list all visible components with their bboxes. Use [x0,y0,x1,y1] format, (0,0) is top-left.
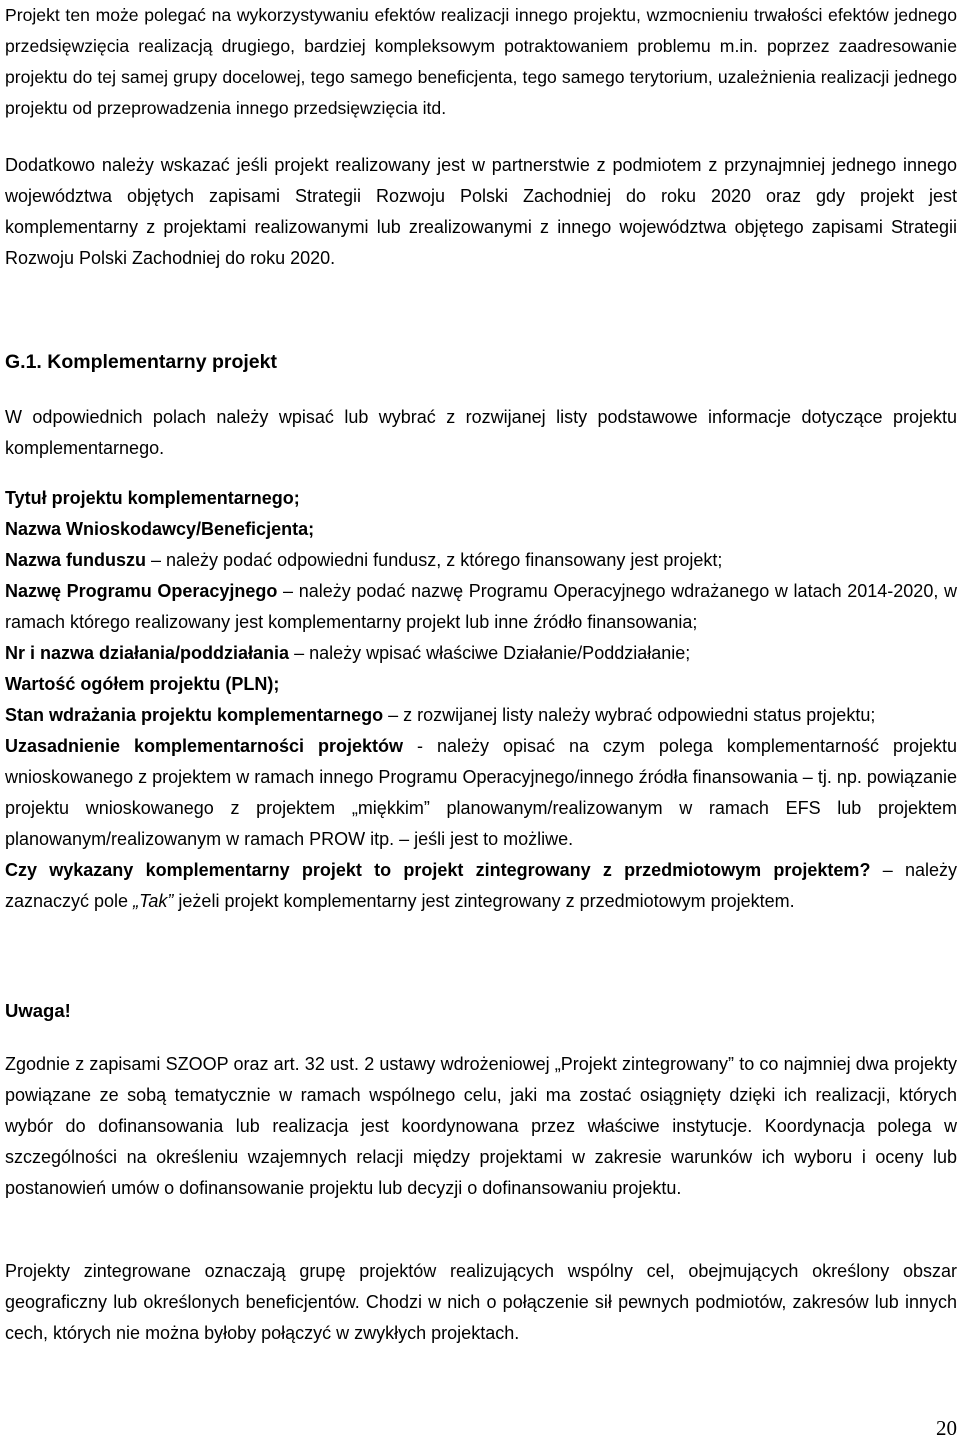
section-heading: G.1. Komplementarny projekt [5,351,277,373]
field-item: Wartość ogółem projektu (PLN); [5,674,280,694]
note-paragraph-1: Zgodnie z zapisami SZOOP oraz art. 32 ust. 2 ustawy wdrożeniowej „Projekt zintegrowany” to co najmniej dwa projekty powiązane ze sobą tematycznie w ramach wspólnego celu, jaki ma zostać osiągnięty dzięki ich realizacji, których wybór do dofinansowania lub realizacja jest koordynowana przez właściwe instytucje. Koordynacja polega w szczególności na określeniu wzajemnych relacji między projektami w zakresie warunków ich wyboru i oceny lub postanowień umów o dofinansowanie projektu lub decyzji o dofinansowaniu projektu. [5,1054,957,1198]
page-number: 20 [936,1416,957,1440]
field-item: Stan wdrażania projektu komplementarnego – z rozwijanej listy należy wybrać odpowiedni status projektu; [5,705,876,725]
section-description: W odpowiednich polach należy wpisać lub wybrać z rozwijanej listy podstawowe informacje dotyczące projektu komplementarnego. [5,407,957,458]
field-item: Nr i nazwa działania/poddziałania – należy wpisać właściwe Działanie/Poddziałanie; [5,643,691,663]
field-item: Nazwę Programu Operacyjnego – należy podać nazwę Programu Operacyjnego wdrażanego w latach 2014-2020, w ramach którego realizowany jest komplementarny projekt lub inne źródło finansowania; [5,581,957,632]
field-item: Nazwa Wnioskodawcy/Beneficjenta; [5,519,315,539]
integration-question: Czy wykazany komplementarny projekt to projekt zintegrowany z przedmiotowym projektem? – należy zaznaczyć pole „Tak” jeżeli projekt komplementarny jest zintegrowany z przedmiotowym projektem. [5,860,957,911]
note-title: Uwaga! [5,1000,71,1021]
intro-paragraph-1: Projekt ten może polegać na wykorzystywaniu efektów realizacji innego projektu, wzmocnieniu trwałości efektów jednego przedsięwzięcia realizacją drugiego, bardziej kompleksowym potraktowaniem problemu m.in. poprzez zaadresowanie projektu do tej samej grupy docelowej, tego samego beneficjenta, tego samego terytorium, uzależnienia realizacji jednego projektu od przeprowadzenia innego przedsięwzięcia itd. [5,5,957,118]
intro-paragraph-2: Dodatkowo należy wskazać jeśli projekt realizowany jest w partnerstwie z podmiotem z przynajmniej jednego innego województwa objętych zapisami Strategii Rozwoju Polski Zachodniej do roku 2020 oraz gdy projekt jest komplementarny z projektami realizowanymi lub zrealizowanymi z innego województwa objętego zapisami Strategii Rozwoju Polski Zachodniej do roku 2020. [5,155,957,268]
note-paragraph-2: Projekty zintegrowane oznaczają grupę projektów realizujących wspólny cel, obejmujących określony obszar geograficzny lub określonych beneficjentów. Chodzi w nich o połączenie sił pewnych podmiotów, zakresów lub innych cech, których nie można byłoby połączyć w zwykłych projektach. [5,1261,957,1343]
field-list [5,483,957,917]
field-item: Nazwa funduszu – należy podać odpowiedni fundusz, z którego finansowany jest projekt; [5,550,723,570]
option-tak: „Tak” [133,891,174,911]
field-item: Uzasadnienie komplementarności projektów - należy opisać na czym polega komplementarność projektu wnioskowanego z projektem w ramach innego Programu Operacyjnego/innego źródła finansowania – tj. np. powiązanie projektu wnioskowanego z projektem „miękkim” planowanym/realizowanym w ramach EFS lub projektem planowanym/realizowanym w ramach PROW itp. – jeśli jest to możliwe. [5,736,957,849]
field-item: Tytuł projektu komplementarnego; [5,488,300,508]
